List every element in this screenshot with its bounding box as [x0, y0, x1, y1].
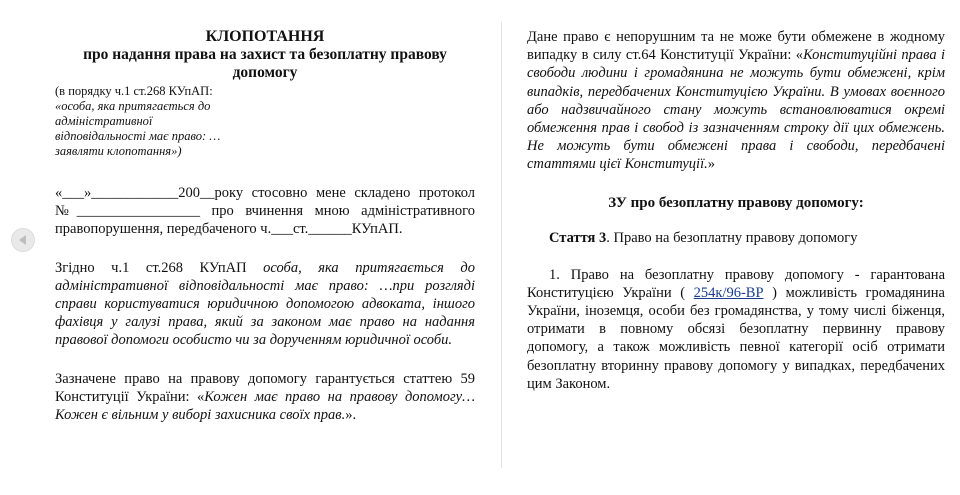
article-64-quote: Конституційні права і свободи людини і громадянина не можуть бути обмежені, крім випадків, передбачених Конституцією України. В умовах воєнного або надзвичайного стану можуть встановлюватися окремі обмеження прав і свобод із зазначенням строку дії цих обмежень. Не можуть бути обмежені права і свободи, передбачені статтями цієї Конституції. [527, 47, 945, 173]
article-3-title: . Право на безоплатну правову допомогу [606, 229, 858, 246]
article-3-heading [527, 229, 945, 247]
document-subtitle: про надання права на захист та безоплатну правову допомогу [83, 46, 447, 81]
right-column [527, 28, 945, 393]
item-1-end: ) можливість громадянина України, іноземця, особи без громадянства, у тому числі біженця, отримати в повному обсязі безоплатну первинну правову допомогу, а також можливість певної категорії осіб отримати безоплатну вторинну правову допомогу у випадках, передбачених цим Законом. [527, 284, 945, 392]
article-64-plain: Дане право є непорушним та не може бути обмежене в жодному випадку в силу ст.64 Конституції України: « [527, 29, 945, 64]
article-268-paragraph [55, 259, 475, 350]
previous-page-button[interactable] [11, 228, 35, 252]
article-3-item-1 [527, 266, 945, 393]
article-59-paragraph [55, 370, 475, 425]
article-59-end: ». [345, 407, 357, 424]
document-title: КЛОПОТАННЯ [205, 28, 325, 45]
legal-note-quote: «особа, яка притягається до адміністративної відповідальності має право: …заявляти клопотання») [55, 99, 221, 158]
legal-note-plain: (в порядку ч.1 ст.268 КУпАП: [55, 84, 213, 98]
constitution-link[interactable]: 254к/96-ВР [693, 284, 764, 301]
article-3-number: Стаття 3 [549, 229, 607, 246]
article-59-plain: Зазначене право на правову допомогу гарантується статтею 59 Конституції України: « [55, 370, 475, 405]
article-268-quote: особа, яка притягається до адміністративної відповідальності має право: …при розгляді справи користуватися юридичною допомогою адвоката, іншого фахівця у галузі права, який за законом має право на надання правової допомоги особисто чи за дорученням юридичної особи. [55, 259, 475, 349]
legal-note [55, 84, 245, 159]
article-64-paragraph [527, 28, 945, 174]
item-1-start: 1. Право на безоплатну правову допомогу - гарантована Конституцією України ( [527, 266, 945, 301]
chevron-left-icon [19, 235, 26, 245]
column-divider [501, 22, 502, 468]
protocol-paragraph: «___»____________200__року стосовно мене складено протокол №_________________ про вчинення мною адміністративного правопорушення, передбаченого ч.___ст.______КУпАП. [55, 185, 475, 238]
left-column [55, 28, 475, 424]
article-64-end: » [707, 156, 715, 173]
law-heading: ЗУ про безоплатну правову допомогу: [608, 194, 864, 211]
article-268-plain: Згідно ч.1 ст.268 КУпАП [55, 259, 264, 276]
article-59-quote: Кожен має право на правову допомогу… Кожен є вільним у виборі захисника своїх прав. [55, 388, 475, 424]
